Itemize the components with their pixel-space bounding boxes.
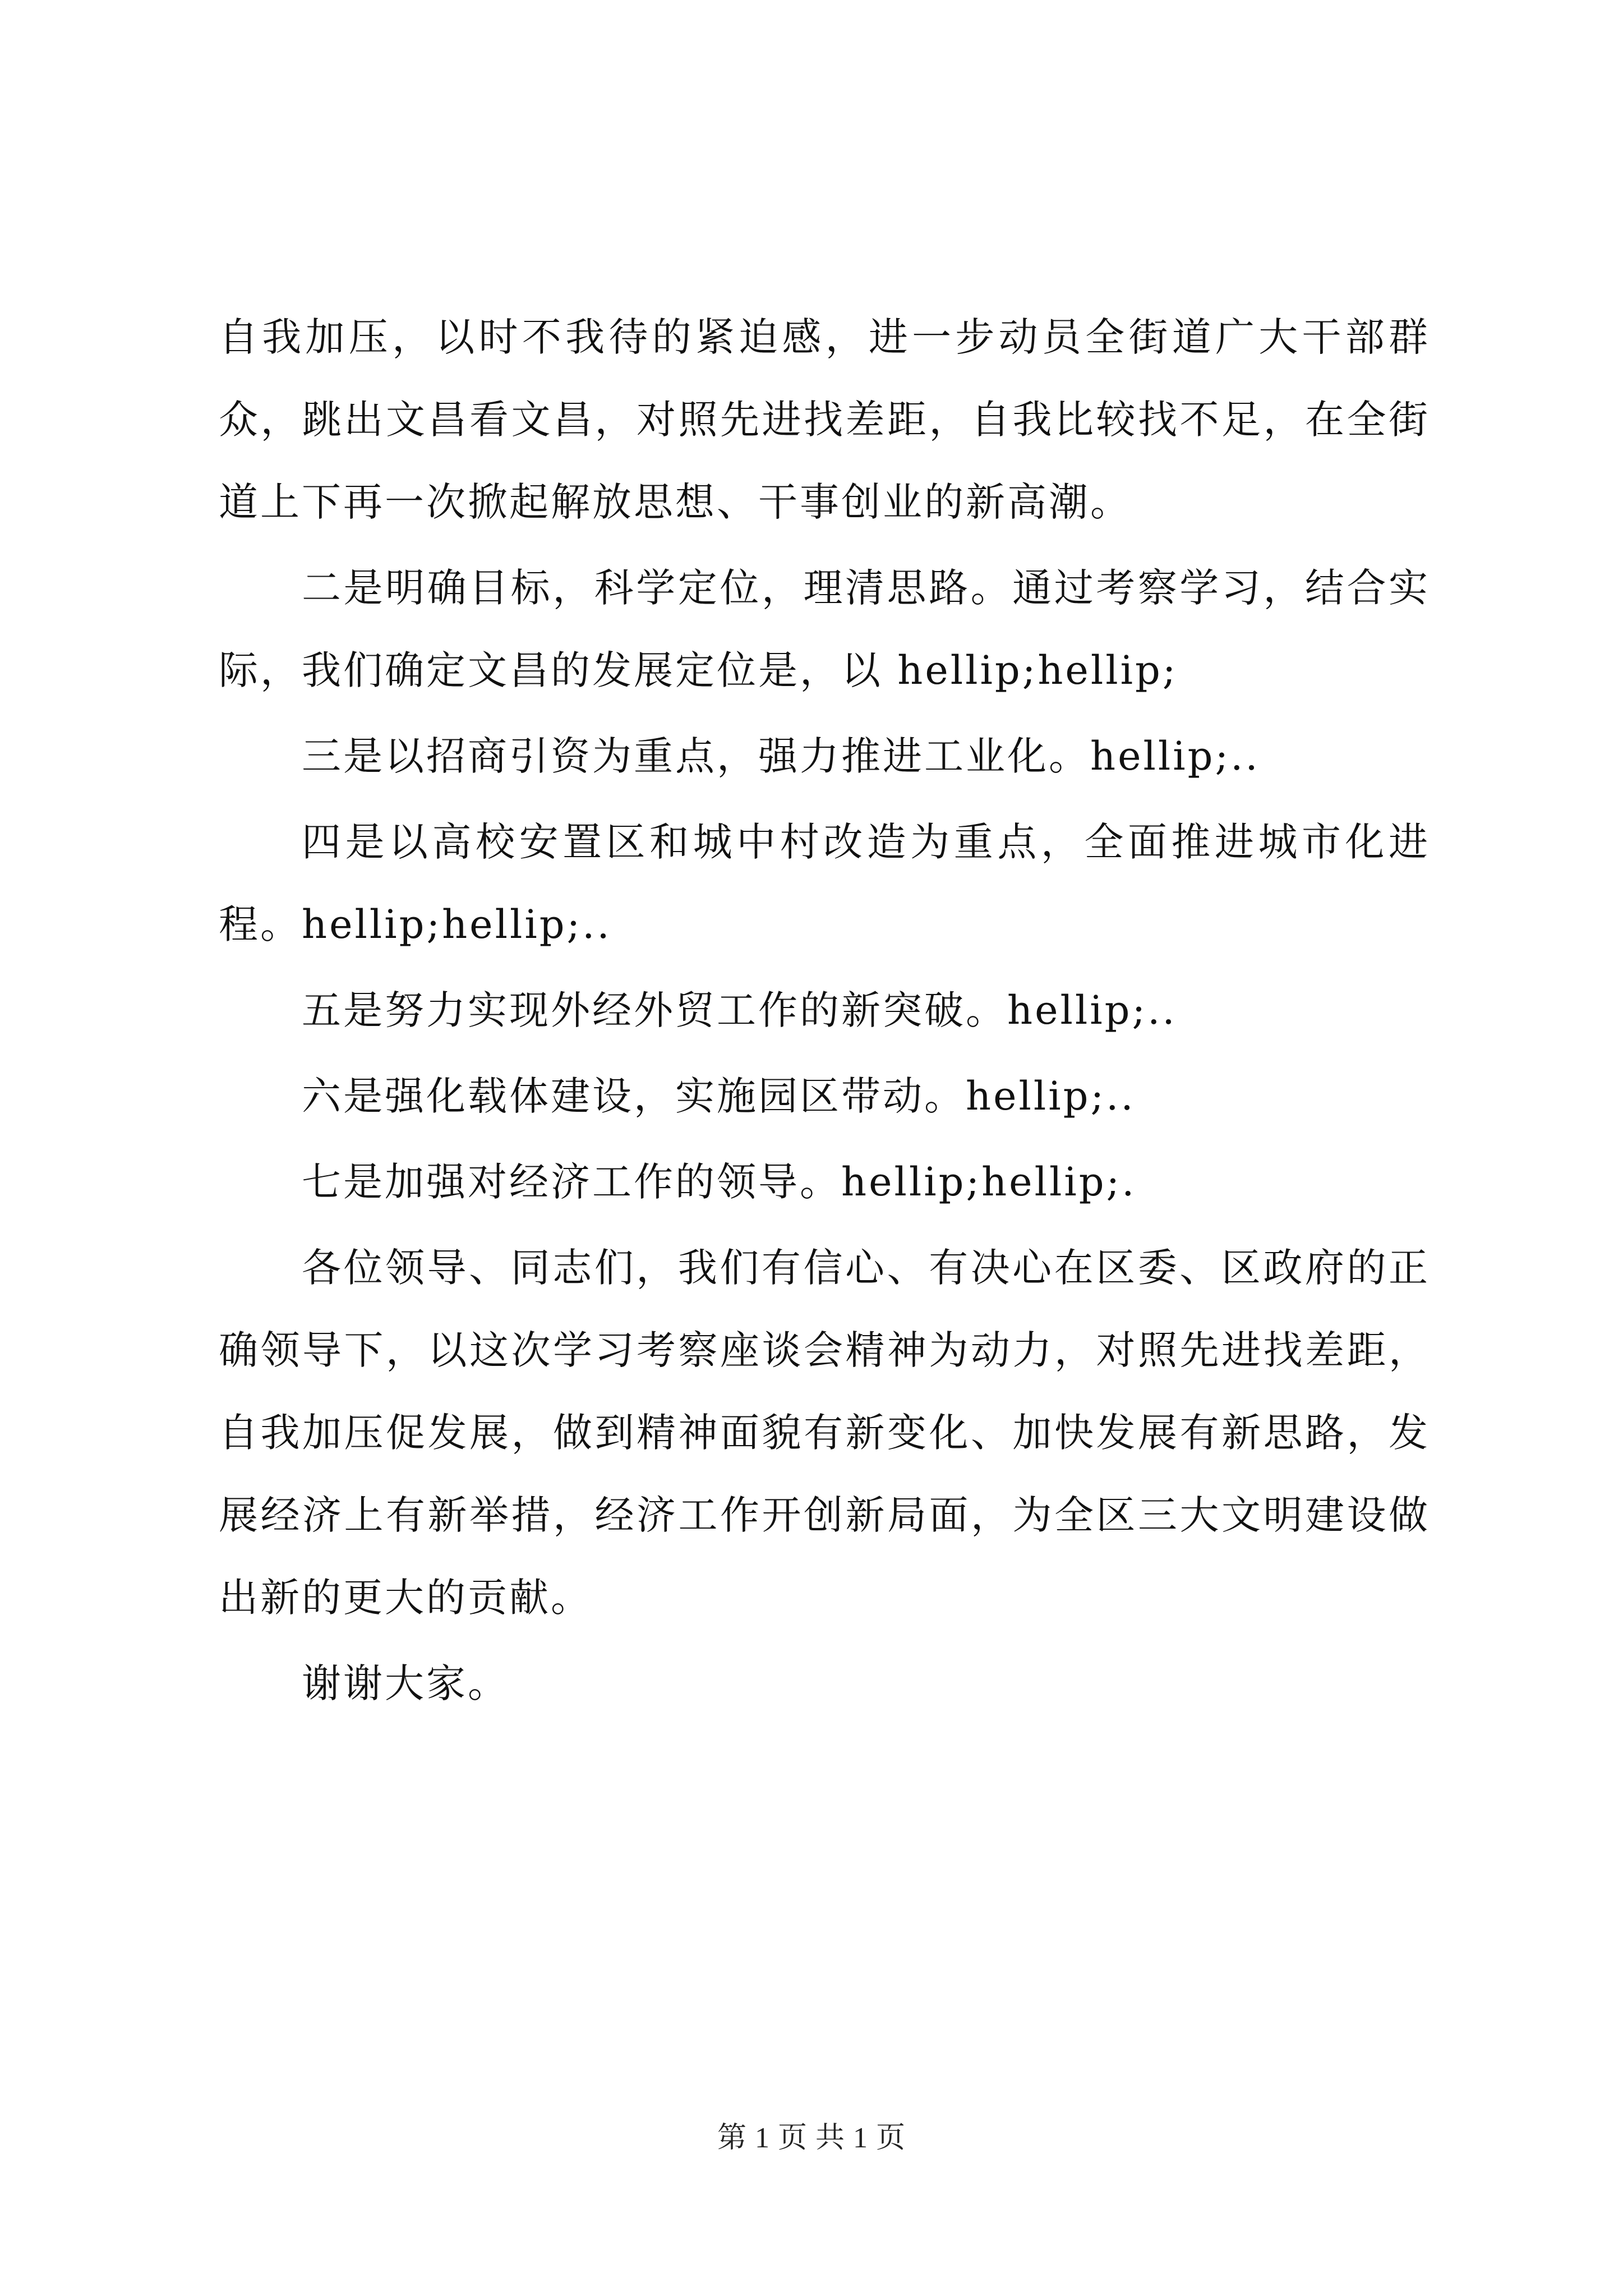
paragraph-point-two: 二是明确目标，科学定位，理清思路。通过考察学习，结合实际，我们确定文昌的发展定位是，以 hellip;hellip;	[219, 565, 1430, 693]
page-number-footer: 第 1 页 共 1 页	[717, 2122, 906, 2154]
document-body	[219, 296, 1430, 1728]
paragraph-continuation: 自我加压，以时不我待的紧迫感，进一步动员全街道广大干部群众，跳出文昌看文昌，对照先进找差距，自我比较找不足，在全街道上下再一次掀起解放思想、干事创业的新高潮。	[219, 314, 1430, 525]
paragraph-point-three: 三是以招商引资为重点，强力推进工业化。hellip;..	[302, 733, 1260, 779]
paragraph-point-five: 五是努力实现外经外贸工作的新突破。hellip;..	[302, 987, 1177, 1033]
paragraph-closing: 各位领导、同志们，我们有信心、有决心在区委、区政府的正确领导下，以这次学习考察座谈会精神为动力，对照先进找差距，自我加压促发展，做到精神面貌有新变化、加快发展有新思路，发展经济上有新举措，经济工作开创新局面，为全区三大文明建设做出新的更大的贡献。	[219, 1245, 1430, 1621]
paragraph-point-six: 六是强化载体建设，实施园区带动。hellip;..	[302, 1073, 1136, 1119]
paragraph-point-seven: 七是加强对经济工作的领导。hellip;hellip;.	[302, 1159, 1137, 1205]
paragraph-point-four: 四是以高校安置区和城中村改造为重点，全面推进城市化进程。hellip;hellip;..	[219, 819, 1430, 947]
paragraph-thanks: 谢谢大家。	[302, 1660, 509, 1706]
